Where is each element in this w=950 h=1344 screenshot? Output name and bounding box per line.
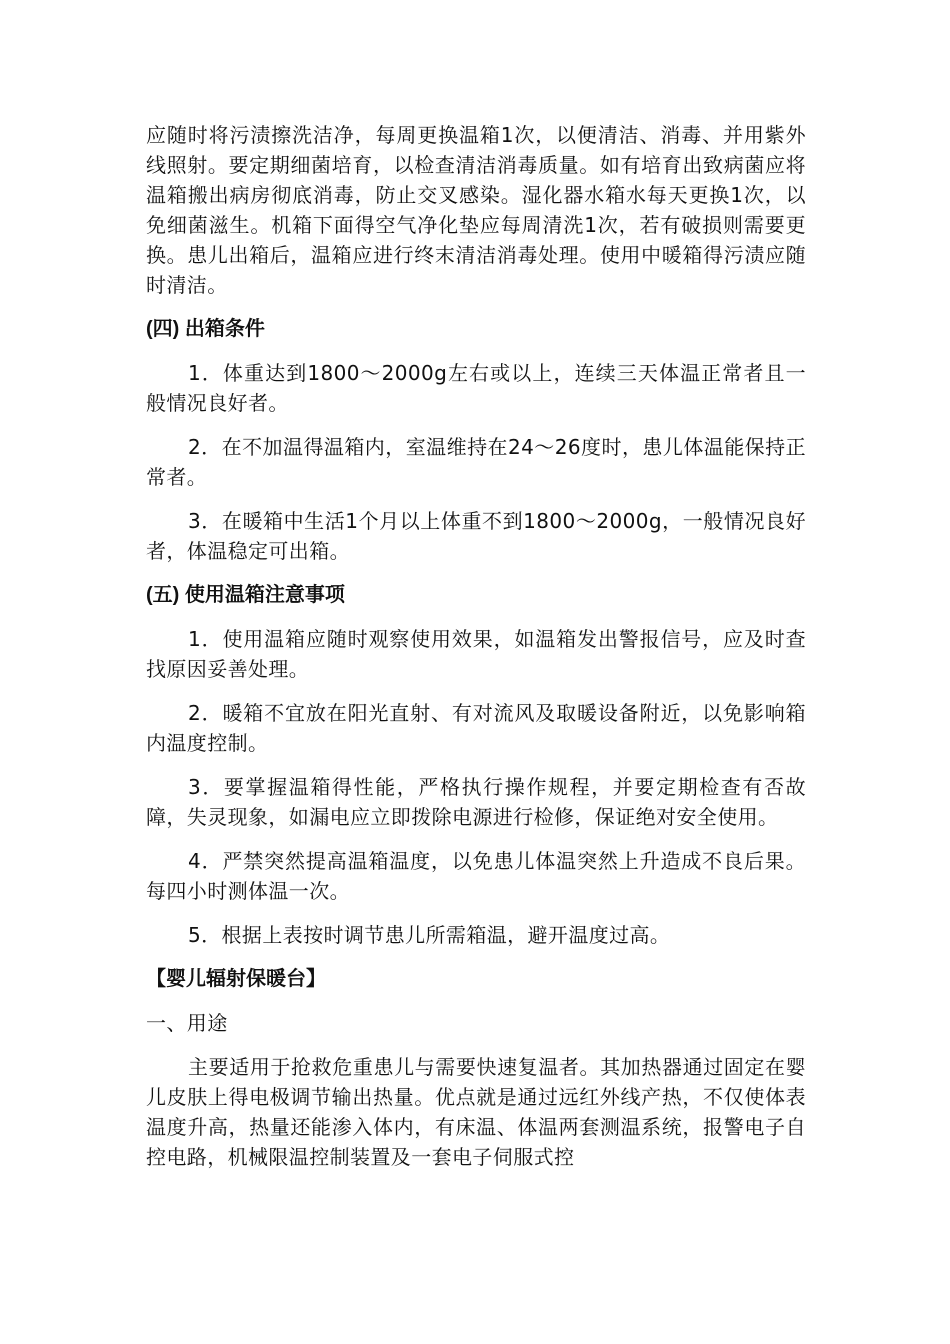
- document-body: [146, 120, 806, 1172]
- section-four-item-2: 2．在不加温得温箱内，室温维持在24～26度时，患儿体温能保持正常者。: [146, 435, 806, 489]
- section-five-item-3: 3．要掌握温箱得性能，严格执行操作规程，并要定期检查有否故障，失灵现象，如漏电应立即拨除电源进行检修，保证绝对安全使用。: [146, 775, 806, 829]
- section-four-item-1: 1．体重达到1800～2000g左右或以上，连续三天体温正常者且一般情况良好者。: [146, 361, 806, 415]
- section-five-item-4: 4．严禁突然提高温箱温度，以免患儿体温突然上升造成不良后果。每四小时测体温一次。: [146, 849, 806, 903]
- section-four-item-3: 3．在暖箱中生活1个月以上体重不到1800～2000g，一般情况良好者，体温稳定可出箱。: [146, 509, 806, 563]
- intro-paragraph: 应随时将污渍擦洗洁净，每周更换温箱1次，以便清洁、消毒、并用紫外线照射。要定期细菌培育，以检查清洁消毒质量。如有培育出致病菌应将温箱搬出病房彻底消毒，防止交叉感染。湿化器水箱水每天更换1次，以免细菌滋生。机箱下面得空气净化垫应每周清洗1次，若有破损则需要更换。患儿出箱后，温箱应进行终末清洁消毒处理。使用中暖箱得污渍应随时清洁。: [146, 123, 806, 297]
- radiant-warmer-title: 【婴儿辐射保暖台】: [146, 968, 326, 990]
- radiant-warmer-subheading: 一、用途: [146, 1011, 228, 1035]
- section-five-item-1: 1．使用温箱应随时观察使用效果，如温箱发出警报信号，应及时查找原因妥善处理。: [146, 627, 806, 681]
- section-five-item-5: 5．根据上表按时调节患儿所需箱温，避开温度过高。: [188, 923, 671, 947]
- section-four-heading: (四) 出箱条件: [146, 318, 265, 340]
- section-five-heading: (五) 使用温箱注意事项: [146, 584, 345, 606]
- radiant-warmer-paragraph: 主要适用于抢救危重患儿与需要快速复温者。其加热器通过固定在婴儿皮肤上得电极调节输出热量。优点就是通过远红外线产热，不仅使体表温度升高，热量还能渗入体内，有床温、体温两套测温系统，报警电子自控电路，机械限温控制装置及一套电子伺服式控: [146, 1055, 806, 1169]
- section-five-item-2: 2．暖箱不宜放在阳光直射、有对流风及取暖设备附近，以免影响箱内温度控制。: [146, 701, 806, 755]
